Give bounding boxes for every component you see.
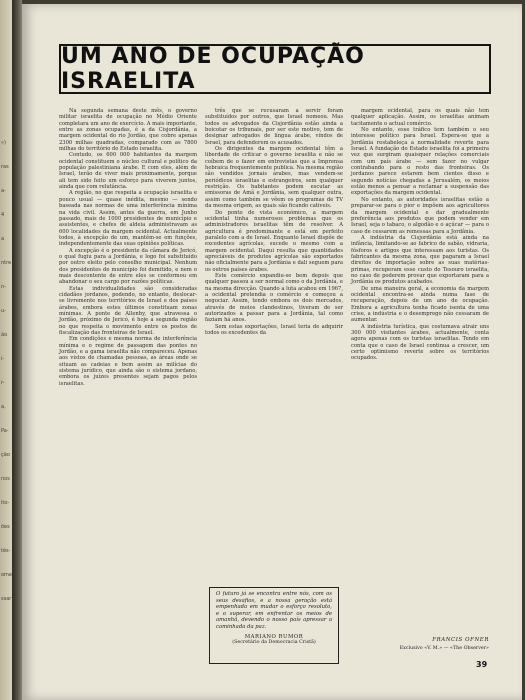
left-page-fragment: ito- xyxy=(1,500,10,506)
text-column-1 xyxy=(59,108,197,387)
paragraph: Contudo, os 600 000 habitantes da margem ocidental constituem o núcleo cultural e político da população palestiniana árabe. E com eles, além de Israel, terão de viver mais proximamente, porque ali tem sido feito um esforço para viverem juntos, ainda que com relutância. xyxy=(59,152,197,191)
left-page-fragment: u- xyxy=(1,308,6,314)
paragraph: No entanto, as autoridades israelitas estão a preparar-se para o pior e impõem aos agricultores da margem ocidental e dar gradualmente preferência aos produtos que podem vender em Israel, seja o tabaco, o algodão e o açúcar — para o caso de cessarem as remessas para a Jordânia. xyxy=(351,196,489,235)
left-page-fragment: ssar xyxy=(1,596,12,602)
paragraph: Sem estas exportações, Israel teria de adquirir todos os excedentes da xyxy=(205,323,343,337)
paragraph: Em condições e mesma norma de interferência mínima e o regime de passagem das pontes no Jordão, e a gama israelita não compareceu. Apenas aos vistos de chamadas pessoas, as áreas onde se situam as cadeias e bem assim as milícias do sistema jurídico, que ainda são o sistema jordano, embora os juízes presentes sejam pagos pelos israelitas. xyxy=(59,336,197,387)
pull-quote-role: (Secretário da Democracia Cristã) xyxy=(232,640,316,645)
credit-line: Exclusivo «V. M.» — «The Observer» xyxy=(399,646,489,651)
pull-quote-box xyxy=(209,587,339,664)
left-page-fragment: ntre xyxy=(1,260,12,266)
paragraph: A indústria da Cisjordânia está ainda na infância, limitando-se ao fabrico de sabão, vidraria, fósforos e artigos que interessam aos turistas. Os fabricantes da mesma zona, que pagaram a Israel direitos de importação sobre as suas matérias-primas, recuperam esse custo do Tesouro israelita, no caso de poderem provar que exportaram para a Jordânia os produtos acabados. xyxy=(351,234,489,286)
left-page-edge xyxy=(0,0,12,700)
pull-quote-text: O futuro já se encontra entre nós, com os seus desafios, e a nossa geração está empenhada em mudar o esforço resoluto, e o superar, em enfrentar os meios de amanhã, devendo o nosso país apressar a caminhada da paz. xyxy=(216,591,332,630)
left-page-fragment: nos xyxy=(1,476,10,482)
left-page-fragment: a, xyxy=(1,404,6,410)
paragraph: A região, no que respeita a ocupação israelita e pouco usual — quase inédita, mesmo — sendo baseada nas normas de uma interferência mínima na vida civil. Assim, antes da guerra, em Junho passado, mais de 1000 presidentes de município e assistentes, e chefes de aldeia administravam as 600 localidades da margem ocidental. Actualmente todos, à excepção de um, mantêm-se em funções, independentemente das suas opiniões políticas. xyxy=(59,190,197,248)
paragraph: No entanto, esse tráfico tem também o seu interesse político para Israel. Espera-se que a Jordânia restabeleça a normalidade reverte para Israel. A fundação do Estado israelita foi a primeira vez que surgiram quaisquer relações comerciais com um país árabe — sem fazer no vulgar contrabando para o resto das fronteiras. Os jordanos parece estarem bem cientes disso e segundo notícias chegadas a Jerusalém, os meios estão menos a pensar a reclamar a suspensão das exportações da margem ocidental. xyxy=(351,127,489,197)
left-page-fragment: ») xyxy=(1,140,7,146)
left-page-fragment: a- xyxy=(1,188,6,194)
left-page-fragment: ão xyxy=(1,332,8,338)
left-page-fragment: 4 xyxy=(1,212,5,218)
text-column-3 xyxy=(351,108,489,362)
paragraph: Estas individualidades são consideradas cidadãos jordanos, podendo, no entanto, deslocar-se livremente nos territórios de Israel e dos países árabes, embora estes últimos constituam zonas mínimas. A ponte de Allenby, que atravessa o Jordão, próximo de Jericó, é hoje a segunda região no que respeita o movimento entre os postos de fiscalização das fronteiras de Israel. xyxy=(59,285,197,337)
left-page-fragment: r- xyxy=(1,380,5,386)
byline: FRANCIS OFNER xyxy=(432,637,489,643)
left-page-fragment: ome xyxy=(1,572,13,578)
headline: UM ANO DE OCUPAÇÃO ISRAELITA xyxy=(61,44,365,94)
left-page-fragment: Pa- xyxy=(1,428,9,434)
page-number: 39 xyxy=(476,660,488,669)
paragraph: A indústria turística, que costumava atrair uns 300 000 visitantes árabes, actualmente, conta agora apenas com os turistas israelitas. Tendo em conta que o caso de Israel continua a crescer, um certo optimismo reverte sobre os territórios ocupados. xyxy=(351,323,489,362)
paragraph: margem ocidental, para os quais não tem qualquer aplicação. Assim, os israelitas animam tacitamente o actual comércio. xyxy=(351,108,489,127)
left-page-fragment: tês- xyxy=(1,548,11,554)
left-page-fragment: ras xyxy=(1,164,9,170)
headline-box xyxy=(59,44,491,94)
page-gutter xyxy=(12,0,22,700)
paragraph: três que se recusaram a servir foram substituídos por outros, que Israel nomeou. Mas todos os advogados da Cisjordânia estão ainda a boicotar os tribunais, por ser este motivo, tem de designar advogados de língua árabe, vindos de Israel, para defenderem os acusados. xyxy=(205,108,343,146)
left-page-fragment: ões xyxy=(1,524,10,530)
left-page-fragment: a xyxy=(1,236,5,242)
article-page xyxy=(22,4,522,700)
paragraph: Os dirigentes da margem ocidental têm a liberdade de criticar o governo israelita e não se coíbem de o fazer em entrevistas que a Imprensa hebraica frequentemente publica. Na mesma região são vendidos jornais árabes, mas vendem-se periódicos israelitas e estrangeiros, sem qualquer restrição. Os habitantes podem escutar as emissoras de Amã e Jordânia, sem qualquer outra, assim como também se vêem os programas de TV da mesma origem, as quais são ficando cativeis. xyxy=(205,146,343,210)
paragraph: A excepção é o presidente da câmara de Jericó, o qual fugiu para a Jordânia, e logo foi substituído por outro eleito pelo conselho municipal. Nenhum dos presidentes de município foi demitido, e nem o mais descontente de entre eles se conformou em abandonar o seu cargo por razões políticas. xyxy=(59,247,197,286)
paragraph: Este comércio expandiu-se bem depois que qualquer passou a ser normal como o da Jordânia, e na mesma direcção. Quando a luta acabou em 1967, a ocidental pretendia o comércio e começou a negociar. Assim, tendo embora os dois mercados, através de meios clandestinos, tiveram de ser autorizados a passar para a Jordânia, tal como faziam há anos. xyxy=(205,272,343,324)
paragraph: Na segunda semana deste mês, o governo militar israelita de ocupação no Médio Oriente completara um ano de exercício. A mais importante, entre as zonas ocupadas, é a da Cisjordânia, a margem ocidental do rio Jordão, que cobre apenas 2300 milhas quadradas, comparado com as 7800 milhas do território do Estado israelita. xyxy=(59,108,197,153)
left-page-fragment: i- xyxy=(1,356,5,362)
text-column-2 xyxy=(205,108,343,336)
paragraph: De uma maneira geral, a economia da margem ocidental encontra-se ainda numa fase de recuperação, depois de um ano de ocupação. Embora a agricultura tenha ficado isenta de uma crise, a indústria e o desemprego não cessaram de aumentar. xyxy=(351,285,489,324)
left-page-fragment: n- xyxy=(1,284,6,290)
paragraph: Do ponto de vista económico, a margem ocidental tinha numerosos problemas que os administradores israelitas têm de resolver. A agricultura é predominante e está em perfeito paralelo com a de Israel. Enquanto Israel dispõe de excedentes agrícolas, sucede o mesmo com a margem ocidental. Daqui resulta que quantidades apreciáveis de produtos agrícolas são exportados não oficialmente para a Jordânia e dali seguem para os outros países árabes. xyxy=(205,209,343,273)
pull-quote-author: MARIANO RUMOR xyxy=(244,634,304,640)
left-page-fragment: ção xyxy=(1,452,10,458)
